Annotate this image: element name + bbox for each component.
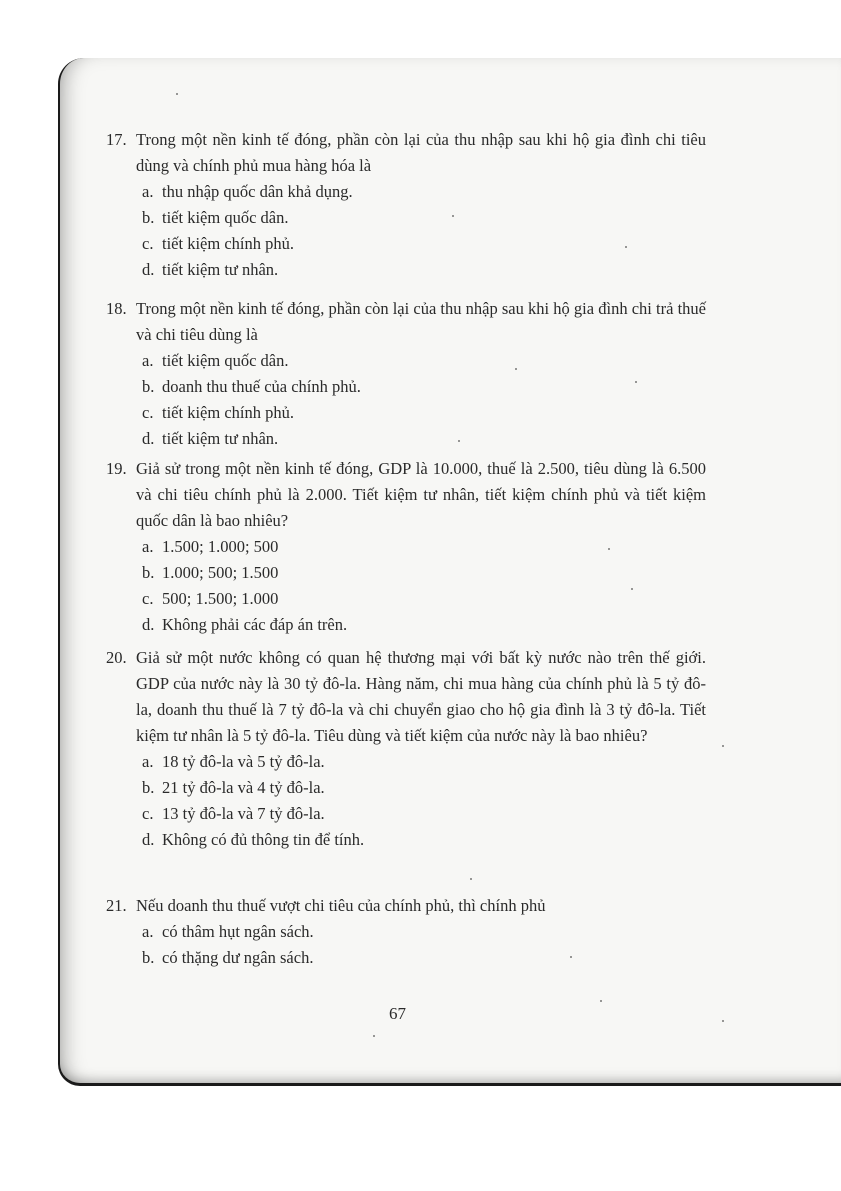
option-letter: b. (142, 563, 155, 582)
option-a (106, 534, 706, 560)
option-text: tiết kiệm quốc dân. (162, 351, 289, 370)
scan-speck (631, 588, 633, 590)
option-b (106, 205, 706, 231)
option-text: tiết kiệm quốc dân. (162, 208, 289, 227)
question-21 (106, 893, 706, 971)
scan-speck (625, 246, 627, 248)
question-number: 21. (106, 896, 127, 915)
option-letter: b. (142, 778, 155, 797)
option-letter: a. (142, 752, 154, 771)
option-text: doanh thu thuế của chính phủ. (162, 377, 361, 396)
page-number: 67 (389, 1004, 406, 1023)
option-text: 1.500; 1.000; 500 (162, 537, 279, 556)
option-text: 500; 1.500; 1.000 (162, 589, 279, 608)
option-a (106, 919, 706, 945)
scan-speck (635, 381, 637, 383)
option-a (106, 179, 706, 205)
question-text: Trong một nền kinh tế đóng, phần còn lại của thu nhập sau khi hộ gia đình chi tiêu dùng và chính phủ mua hàng hóa là (136, 130, 706, 175)
scan-speck (600, 1000, 602, 1002)
option-letter: c. (142, 589, 154, 608)
scan-speck (452, 215, 454, 217)
option-text: tiết kiệm chính phủ. (162, 403, 294, 422)
scan-speck (373, 1035, 375, 1037)
option-c (106, 801, 706, 827)
option-letter: c. (142, 403, 154, 422)
option-c (106, 586, 706, 612)
option-d (106, 612, 706, 638)
option-d (106, 257, 706, 283)
option-text: Không phải các đáp án trên. (162, 615, 348, 634)
scan-speck (608, 548, 610, 550)
scan-speck (722, 1020, 724, 1022)
option-letter: c. (142, 234, 154, 253)
option-text: tiết kiệm tư nhân. (162, 429, 279, 448)
option-letter: b. (142, 948, 155, 967)
question-17 (106, 127, 706, 283)
question-20 (106, 645, 706, 853)
option-a (106, 348, 706, 374)
option-text: thu nhập quốc dân khả dụng. (162, 182, 353, 201)
question-18 (106, 296, 706, 452)
option-letter: b. (142, 208, 155, 227)
option-c (106, 400, 706, 426)
option-c (106, 231, 706, 257)
question-text: Giả sử trong một nền kinh tế đóng, GDP là 10.000, thuế là 2.500, tiêu dùng là 6.500 và chi tiêu chính phủ là 2.000. Tiết kiệm tư nhân, tiết kiệm chính phủ và tiết kiệm quốc dân là bao nhiêu? (136, 459, 706, 530)
option-letter: d. (142, 429, 155, 448)
option-b (106, 775, 706, 801)
question-text: Giả sử một nước không có quan hệ thương mại với bất kỳ nước nào trên thế giới. GDP của nước này là 30 tỷ đô-la. Hàng năm, chi mua hàng của chính phủ là 5 tỷ đô-la, doanh thu thuế là 7 tỷ đô-la và chi chuyển giao cho hộ gia đình là 3 tỷ đô-la. Tiết kiệm tư nhân là 5 tỷ đô-la. Tiêu dùng và tiết kiệm của nước này là bao nhiêu? (136, 648, 706, 745)
option-b (106, 945, 706, 971)
option-letter: a. (142, 537, 154, 556)
option-text: Không có đủ thông tin để tính. (162, 830, 365, 849)
option-d (106, 827, 706, 853)
option-letter: a. (142, 182, 154, 201)
question-number: 17. (106, 130, 127, 149)
question-number: 19. (106, 459, 127, 478)
option-letter: d. (142, 615, 155, 634)
question-19 (106, 456, 706, 638)
question-number: 20. (106, 648, 127, 667)
option-letter: d. (142, 260, 155, 279)
option-text: 1.000; 500; 1.500 (162, 563, 279, 582)
question-text: Nếu doanh thu thuế vượt chi tiêu của chính phủ, thì chính phủ (136, 896, 546, 915)
option-b (106, 374, 706, 400)
option-b (106, 560, 706, 586)
scan-speck (470, 878, 472, 880)
question-text: Trong một nền kinh tế đóng, phần còn lại của thu nhập sau khi hộ gia đình chi trả thuế và chi tiêu dùng là (136, 299, 706, 344)
scan-speck (458, 440, 460, 442)
option-letter: d. (142, 830, 155, 849)
option-letter: a. (142, 351, 154, 370)
option-text: 18 tỷ đô-la và 5 tỷ đô-la. (162, 752, 325, 771)
option-text: tiết kiệm chính phủ. (162, 234, 294, 253)
option-letter: c. (142, 804, 154, 823)
scan-speck (176, 93, 178, 95)
option-text: có thâm hụt ngân sách. (162, 922, 314, 941)
question-number: 18. (106, 299, 127, 318)
option-text: tiết kiệm tư nhân. (162, 260, 279, 279)
scan-speck (570, 956, 572, 958)
option-a (106, 749, 706, 775)
scan-speck (515, 368, 517, 370)
option-letter: b. (142, 377, 155, 396)
option-letter: a. (142, 922, 154, 941)
scan-speck (722, 745, 724, 747)
option-text: có thặng dư ngân sách. (162, 948, 314, 967)
option-text: 21 tỷ đô-la và 4 tỷ đô-la. (162, 778, 325, 797)
option-d (106, 426, 706, 452)
option-text: 13 tỷ đô-la và 7 tỷ đô-la. (162, 804, 325, 823)
